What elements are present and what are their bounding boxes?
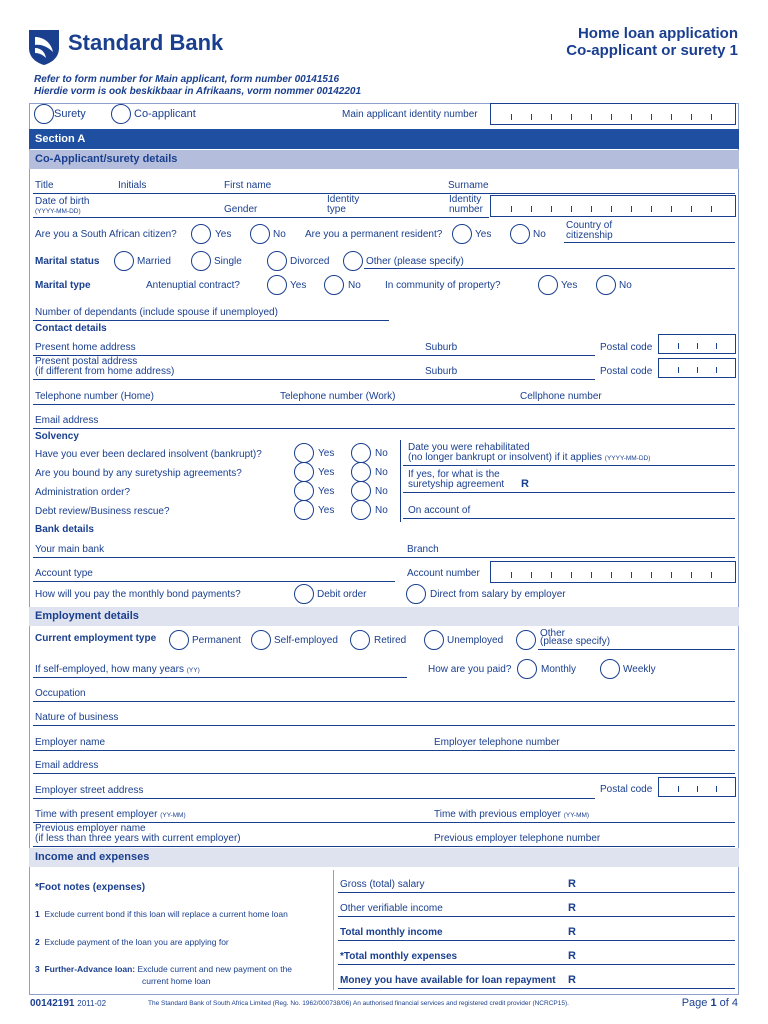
gross-salary-label: Gross (total) salary xyxy=(340,879,425,890)
email-label: Email address xyxy=(35,415,99,426)
gross-line[interactable] xyxy=(338,892,735,893)
money-available-currency: R xyxy=(568,974,576,986)
dependants-line[interactable] xyxy=(33,320,389,321)
marital-other-label: Other (please specify) xyxy=(366,256,464,267)
sa-citizen-yes-radio[interactable] xyxy=(191,224,211,244)
form-subtitle: Co-applicant or surety 1 xyxy=(566,42,738,59)
account-number-input[interactable] xyxy=(490,561,736,583)
footnote-2: 2 Exclude payment of the loan you are applying for xyxy=(35,937,229,947)
form-code: 00142191 2011-02 xyxy=(30,998,107,1009)
country-label-1: Country of xyxy=(566,220,613,231)
time-previous-label: Time with previous employer (YY-MM) xyxy=(434,809,590,820)
postal-suburb-label: Suburb xyxy=(425,366,458,377)
previous-employer-tel-label: Previous employer telephone number xyxy=(434,833,601,844)
postal-address-line[interactable] xyxy=(33,379,595,380)
permanent-label: Permanent xyxy=(192,635,241,646)
sa-citizen-no-label: No xyxy=(273,229,286,240)
debt-yes-radio[interactable] xyxy=(294,500,314,520)
previous-employer-line[interactable] xyxy=(33,846,735,847)
other-income-label: Other verifiable income xyxy=(340,903,443,914)
debit-order-radio[interactable] xyxy=(294,584,314,604)
weekly-label: Weekly xyxy=(623,664,656,675)
admin-yes-label: Yes xyxy=(318,486,335,497)
email-line[interactable] xyxy=(33,428,735,429)
surety-currency: R xyxy=(521,478,529,490)
bank-logo-icon xyxy=(27,28,61,66)
id-type-label-2: type xyxy=(327,204,346,215)
footnote-1: 1 Exclude current bond if this loan will replace a current home loan xyxy=(35,909,288,919)
total-income-label: Total monthly income xyxy=(340,927,443,938)
admin-order-question: Administration order? xyxy=(35,487,131,498)
surety-label: Surety xyxy=(54,108,86,120)
sa-citizen-label: Are you a South African citizen? xyxy=(35,229,177,240)
dob-format: (YYYY-MM-DD) xyxy=(35,208,81,215)
employment-other-label-2: (please specify) xyxy=(540,636,611,647)
postal-postal-code-label: Postal code xyxy=(600,366,653,377)
solvency-divider xyxy=(400,440,401,522)
insolvent-question: Have you ever been declared insolvent (bankrupt)? xyxy=(35,449,262,460)
payment-method-question: How will you pay the monthly bond payments? xyxy=(35,589,241,600)
surety-for-label-2: suretyship agreement xyxy=(408,479,505,490)
ref-line-1: Refer to form number for Main applicant, form number 00141516 xyxy=(34,74,340,85)
home-postal-code-label: Postal code xyxy=(600,342,653,353)
on-account-label: On account of xyxy=(408,505,471,516)
dob-label: Date of birth xyxy=(35,196,90,207)
home-address-label: Present home address xyxy=(35,342,136,353)
debit-order-label: Debit order xyxy=(317,589,367,600)
divorced-radio[interactable] xyxy=(267,251,287,271)
suretyship-yes-label: Yes xyxy=(318,467,335,478)
surname-label: Surname xyxy=(448,180,489,191)
employer-street-line[interactable] xyxy=(33,798,595,799)
solvency-label: Solvency xyxy=(35,431,79,442)
debt-no-radio[interactable] xyxy=(351,500,371,520)
gross-currency: R xyxy=(568,878,576,890)
employer-line[interactable] xyxy=(33,750,735,751)
gender-label: Gender xyxy=(224,204,258,215)
employment-other-line[interactable] xyxy=(538,649,735,650)
debt-yes-label: Yes xyxy=(318,505,335,516)
current-employment-label: Current employment type xyxy=(35,633,157,644)
employer-tel-label: Employer telephone number xyxy=(434,737,560,748)
community-no-radio[interactable] xyxy=(596,275,616,295)
divorced-label: Divorced xyxy=(290,256,330,267)
weekly-radio[interactable] xyxy=(600,659,620,679)
total-income-line[interactable] xyxy=(338,940,735,941)
married-radio[interactable] xyxy=(114,251,134,271)
time-present-label: Time with present employer (YY-MM) xyxy=(35,809,186,820)
self-employed-years-line[interactable] xyxy=(33,677,407,678)
admin-no-label: No xyxy=(375,486,388,497)
marital-other-line[interactable] xyxy=(364,268,735,269)
permanent-radio[interactable] xyxy=(169,630,189,650)
on-account-line[interactable] xyxy=(403,518,735,519)
self-employed-radio[interactable] xyxy=(251,630,271,650)
id-number-input[interactable] xyxy=(490,195,736,217)
money-available-label: Money you have available for loan repayment xyxy=(340,975,556,986)
dependants-label: Number of dependants (include spouse if unemployed) xyxy=(35,307,278,318)
retired-label: Retired xyxy=(374,635,407,646)
surety-for-label-1: If yes, for what is the xyxy=(408,469,500,480)
coapplicant-radio[interactable] xyxy=(111,104,131,124)
suretyship-yes-radio[interactable] xyxy=(294,462,314,482)
antenuptial-no-label: No xyxy=(348,280,361,291)
monthly-label: Monthly xyxy=(541,664,577,675)
nature-of-business-label: Nature of business xyxy=(35,712,119,723)
rehab-line[interactable] xyxy=(403,465,735,466)
employment-other-radio[interactable] xyxy=(516,630,536,650)
antenuptial-label: Antenuptial contract? xyxy=(146,280,240,291)
employment-details-header: Employment details xyxy=(29,607,739,626)
total-income-currency: R xyxy=(568,926,576,938)
initials-label: Initials xyxy=(118,180,147,191)
admin-no-radio[interactable] xyxy=(351,481,371,501)
name-line[interactable] xyxy=(33,193,735,194)
total-expenses-currency: R xyxy=(568,950,576,962)
salary-deduction-label: Direct from salary by employer xyxy=(430,589,566,600)
debt-no-label: No xyxy=(375,505,388,516)
footnote-3-cont: current home loan xyxy=(142,976,211,986)
employer-name-label: Employer name xyxy=(35,737,106,748)
self-employed-years-label: If self-employed, how many years (YY) xyxy=(35,664,200,675)
previous-employer-label-1: Previous employer name xyxy=(35,823,146,834)
home-postal-code-input[interactable] xyxy=(658,334,736,354)
income-divider xyxy=(333,870,334,990)
employer-email-label: Email address xyxy=(35,760,99,771)
employer-street-label: Employer street address xyxy=(35,785,144,796)
perm-res-label: Are you a permanent resident? xyxy=(305,229,443,240)
legal-text: The Standard Bank of South Africa Limited (Reg. No. 1962/000738/06) An authorised financial services and registered credit provider (NCRCP15). xyxy=(148,1000,569,1007)
monthly-radio[interactable] xyxy=(517,659,537,679)
retired-radio[interactable] xyxy=(350,630,370,650)
paid-question: How are you paid? xyxy=(428,664,512,675)
salary-deduction-radio[interactable] xyxy=(406,584,426,604)
form-title: Home loan application xyxy=(577,25,738,42)
community-label: In community of property? xyxy=(385,280,501,291)
main-id-input[interactable] xyxy=(490,103,736,125)
marital-status-label: Marital status xyxy=(35,256,100,267)
surety-radio[interactable] xyxy=(34,104,54,124)
employment-other-label-1: Other xyxy=(540,628,566,639)
insolvent-yes-radio[interactable] xyxy=(294,443,314,463)
sa-citizen-yes-label: Yes xyxy=(215,229,232,240)
id-type-label-1: Identity xyxy=(327,194,360,205)
other-currency: R xyxy=(568,902,576,914)
insolvent-yes-label: Yes xyxy=(318,448,335,459)
suretyship-no-label: No xyxy=(375,467,388,478)
id-number-label-1: Identity xyxy=(449,194,482,205)
cell-label: Cellphone number xyxy=(520,391,602,402)
coapplicant-details-header: Co-Applicant/surety details xyxy=(29,150,739,169)
main-bank-label: Your main bank xyxy=(35,544,105,555)
page-indicator: Page 1 of 4 xyxy=(681,997,738,1009)
perm-res-yes-label: Yes xyxy=(475,229,492,240)
tel-work-label: Telephone number (Work) xyxy=(280,391,396,402)
id-number-label-2: number xyxy=(449,204,483,215)
debt-review-question: Debt review/Business rescue? xyxy=(35,506,170,517)
postal-address-label-2: (if different from home address) xyxy=(35,366,175,377)
suretyship-question: Are you bound by any suretyship agreements? xyxy=(35,468,242,479)
telephone-line[interactable] xyxy=(33,404,735,405)
antenuptial-yes-radio[interactable] xyxy=(267,275,287,295)
other-income-line[interactable] xyxy=(338,916,735,917)
first-name-label: First name xyxy=(224,180,272,191)
community-yes-radio[interactable] xyxy=(538,275,558,295)
perm-res-yes-radio[interactable] xyxy=(452,224,472,244)
contact-details-label: Contact details xyxy=(35,323,107,334)
suretyship-no-radio[interactable] xyxy=(351,462,371,482)
previous-employer-label-2: (if less than three years with current employer) xyxy=(35,833,241,844)
branch-label: Branch xyxy=(407,544,439,555)
antenuptial-no-radio[interactable] xyxy=(324,275,344,295)
account-type-line[interactable] xyxy=(33,581,395,582)
main-bank-line[interactable] xyxy=(33,557,735,558)
single-label: Single xyxy=(214,256,242,267)
nature-line[interactable] xyxy=(33,725,735,726)
dob-line[interactable] xyxy=(33,217,489,218)
unemployed-label: Unemployed xyxy=(447,635,504,646)
postal-address-label-1: Present postal address xyxy=(35,356,138,367)
rehab-label-2: (no longer bankrupt or insolvent) if it applies (YYYY-MM-DD) xyxy=(408,452,651,463)
marital-type-label: Marital type xyxy=(35,280,91,291)
postal-postal-code-input[interactable] xyxy=(658,358,736,378)
perm-res-no-radio[interactable] xyxy=(510,224,530,244)
account-type-label: Account type xyxy=(35,568,93,579)
account-number-label: Account number xyxy=(407,568,480,579)
bank-details-label: Bank details xyxy=(35,524,94,535)
occupation-label: Occupation xyxy=(35,688,86,699)
married-label: Married xyxy=(137,256,171,267)
income-expenses-header: Income and expenses xyxy=(29,848,739,867)
country-line[interactable] xyxy=(564,242,735,243)
community-yes-label: Yes xyxy=(561,280,578,291)
employer-postal-code-label: Postal code xyxy=(600,784,653,795)
occupation-line[interactable] xyxy=(33,701,735,702)
rehab-label-1: Date you were rehabilitated xyxy=(408,442,530,453)
community-no-label: No xyxy=(619,280,632,291)
admin-yes-radio[interactable] xyxy=(294,481,314,501)
employer-email-line[interactable] xyxy=(33,773,735,774)
footnotes-title: *Foot notes (expenses) xyxy=(35,882,146,893)
total-expenses-line[interactable] xyxy=(338,964,735,965)
coapplicant-label: Co-applicant xyxy=(134,108,196,120)
perm-res-no-label: No xyxy=(533,229,546,240)
ref-line-2: Hierdie vorm is ook beskikbaar in Afrikaans, vorm nommer 00142201 xyxy=(34,86,362,97)
insolvent-no-label: No xyxy=(375,448,388,459)
money-available-line[interactable] xyxy=(338,988,735,989)
main-id-label: Main applicant identity number xyxy=(342,109,478,120)
insolvent-no-radio[interactable] xyxy=(351,443,371,463)
sa-citizen-no-radio[interactable] xyxy=(250,224,270,244)
marital-other-radio[interactable] xyxy=(343,251,363,271)
employer-postal-code-input[interactable] xyxy=(658,777,736,797)
tel-home-label: Telephone number (Home) xyxy=(35,391,154,402)
total-expenses-label: *Total monthly expenses xyxy=(340,951,458,962)
self-employed-label: Self-employed xyxy=(274,635,338,646)
unemployed-radio[interactable] xyxy=(424,630,444,650)
antenuptial-yes-label: Yes xyxy=(290,280,307,291)
brand-name: Standard Bank xyxy=(68,30,224,55)
home-suburb-label: Suburb xyxy=(425,342,458,353)
country-label-2: citizenship xyxy=(566,230,613,241)
title-label: Title xyxy=(35,180,54,191)
footnote-3: 3 Further-Advance loan: Exclude current and new payment on the xyxy=(35,964,293,974)
surety-amount-line[interactable] xyxy=(403,492,735,493)
section-a-header: Section A xyxy=(29,129,739,149)
single-radio[interactable] xyxy=(191,251,211,271)
